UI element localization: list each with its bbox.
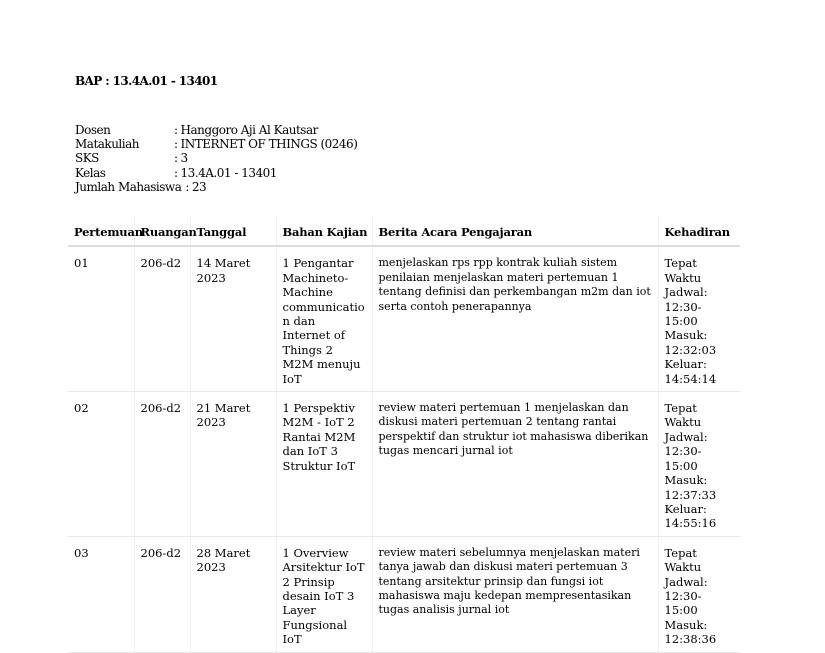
cell-berita-acara: menjelaskan rps rpp kontrak kuliah sistem penilaian menjelaskan materi pertemuan 1 tentang definisi dan perkembangan m2m dan iot serta contoh penerapannya	[372, 246, 658, 391]
table-row	[68, 392, 740, 537]
cell-pertemuan: 02	[68, 392, 134, 537]
kelas-value: 13.4A.01 - 13401	[180, 165, 277, 180]
cell-pertemuan: 01	[68, 246, 134, 391]
info-separator: :	[174, 151, 178, 166]
cell-bahan-kajian: 1 Perspektiv M2M - IoT 2 Rantai M2M dan IoT 3 Struktur IoT	[276, 392, 372, 537]
info-separator: :	[174, 165, 178, 180]
jumlah-mahasiswa-value: 23	[191, 179, 207, 194]
cell-kehadiran: Tepat Waktu Jadwal: 12:30-15:00 Masuk: 12:37:33 Keluar: 14:55:16	[658, 392, 740, 537]
header-tanggal: Tanggal	[190, 216, 276, 246]
sks-value: 3	[180, 151, 188, 166]
header-kehadiran: Kehadiran	[658, 216, 740, 246]
kelas-label: Kelas	[75, 165, 106, 180]
cell-tanggal: 21 Maret 2023	[190, 392, 276, 537]
info-row-dosen	[75, 123, 357, 137]
info-separator: :	[174, 123, 178, 137]
info-row-jumlah-mahasiswa	[75, 180, 357, 194]
info-separator: :	[174, 137, 178, 152]
cell-bahan-kajian: 1 Pengantar Machineto-Machine communication dan Internet of Things 2 M2M menuju IoT	[276, 246, 372, 391]
matakuliah-value: INTERNET OF THINGS (0246)	[180, 137, 358, 152]
table-row	[68, 536, 740, 652]
jumlah-mahasiswa-label: Jumlah Mahasiswa	[75, 179, 182, 194]
info-separator: :	[185, 179, 189, 194]
sks-label: SKS	[75, 151, 99, 166]
course-info	[75, 123, 357, 194]
cell-kehadiran: Tepat Waktu Jadwal: 12:30-15:00 Masuk: 12:38:36	[658, 536, 740, 652]
header-ruangan: Ruangan	[134, 216, 190, 246]
bap-table-wrapper	[68, 216, 740, 653]
info-row-sks	[75, 151, 357, 165]
cell-bahan-kajian: 1 Overview Arsitektur IoT 2 Prinsip desain IoT 3 Layer Fungsional IoT	[276, 536, 372, 652]
matakuliah-label: Matakuliah	[75, 137, 139, 152]
header-berita-acara: Berita Acara Pengajaran	[372, 216, 658, 246]
cell-ruangan: 206-d2	[134, 246, 190, 391]
cell-ruangan: 206-d2	[134, 536, 190, 652]
cell-tanggal: 14 Maret 2023	[190, 246, 276, 391]
dosen-label: Dosen	[75, 123, 111, 137]
info-row-kelas	[75, 166, 357, 180]
dosen-value: Hanggoro Aji Al Kautsar	[180, 123, 318, 137]
header-pertemuan: Pertemuan	[68, 216, 134, 246]
header-bahan-kajian: Bahan Kajian	[276, 216, 372, 246]
cell-tanggal: 28 Maret 2023	[190, 536, 276, 652]
cell-kehadiran: Tepat Waktu Jadwal: 12:30-15:00 Masuk: 12:32:03 Keluar: 14:54:14	[658, 246, 740, 391]
info-row-matakuliah	[75, 137, 357, 151]
cell-pertemuan: 03	[68, 536, 134, 652]
cell-berita-acara: review materi pertemuan 1 menjelaskan dan diskusi materi pertemuan 2 tentang rantai perspektif dan struktur iot mahasiswa diberikan tugas mencari jurnal iot	[372, 392, 658, 537]
table-row	[68, 246, 740, 391]
bap-table	[68, 216, 740, 653]
table-header-row	[68, 216, 740, 246]
cell-berita-acara: review materi sebelumnya menjelaskan materi tanya jawab dan diskusi materi pertemuan 3 tentang arsitektur prinsip dan fungsi iot mahasiswa maju kedepan mempresentasikan tugas analisis jurnal iot	[372, 536, 658, 652]
bap-title: BAP : 13.4A.01 - 13401	[75, 74, 218, 88]
cell-ruangan: 206-d2	[134, 392, 190, 537]
